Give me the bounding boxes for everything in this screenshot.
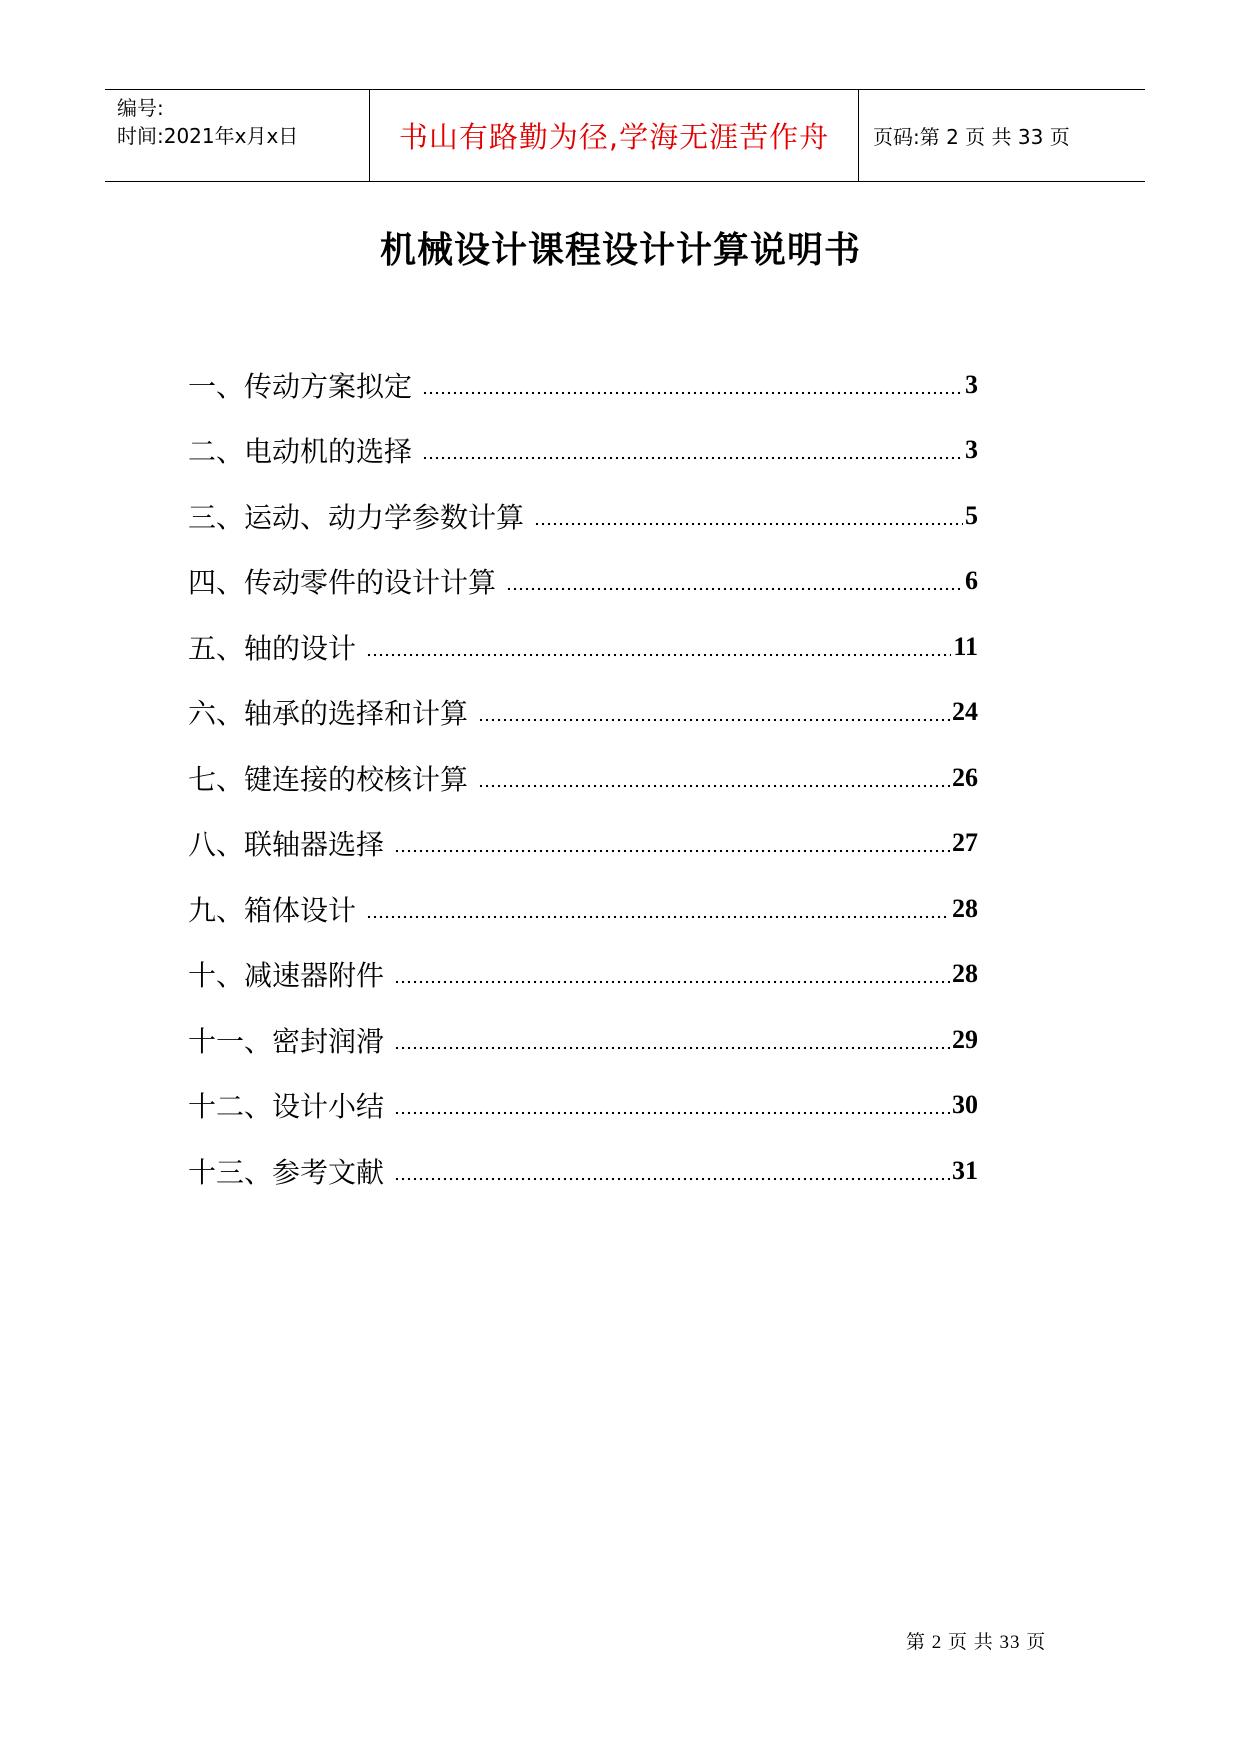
toc-entry-page: 28 (952, 893, 978, 923)
toc-dot-leader (366, 899, 950, 919)
toc-dot-leader (506, 571, 963, 591)
toc-entry-page: 6 (965, 566, 978, 596)
header-divider (369, 90, 370, 181)
header-page-info: 页码:第 2 页 共 33 页 (873, 125, 1070, 149)
toc-entry[interactable] (188, 942, 978, 1008)
toc-entry-page: 27 (952, 828, 978, 858)
header-motto: 书山有路勤为径,学海无涯苦作舟 (398, 120, 830, 154)
toc-dot-leader (394, 1161, 950, 1181)
toc-entry-page: 29 (952, 1024, 978, 1054)
toc-entry-page: 3 (965, 435, 978, 465)
toc-entry-page: 11 (953, 631, 978, 661)
toc-entry[interactable] (188, 418, 978, 484)
toc-dot-leader (422, 375, 963, 395)
toc-entry[interactable] (188, 1138, 978, 1204)
toc-dot-leader (394, 1030, 950, 1050)
document-title: 机械设计课程设计计算说明书 (379, 230, 861, 271)
toc-entry-page: 28 (952, 959, 978, 989)
toc-entry[interactable] (188, 1073, 978, 1139)
page-footer: 第 2 页 共 33 页 (906, 1632, 1047, 1653)
toc-entry[interactable] (188, 745, 978, 811)
toc-entry[interactable] (188, 549, 978, 615)
toc-entry-label: 五、轴的设计 (188, 631, 357, 665)
toc-entry-label: 十、减速器附件 (188, 959, 385, 993)
toc-entry-page: 31 (952, 1155, 978, 1185)
toc-entry-label: 六、轴承的选择和计算 (188, 697, 469, 731)
table-of-contents (188, 352, 978, 1204)
toc-entry-label: 二、电动机的选择 (188, 435, 413, 469)
toc-dot-leader (366, 637, 951, 657)
toc-dot-leader (478, 768, 950, 788)
toc-dot-leader (422, 440, 963, 460)
toc-entry-page: 24 (952, 697, 978, 727)
document-time-label: 时间:2021年x月x日 (117, 124, 299, 148)
toc-entry[interactable] (188, 680, 978, 746)
document-number-label: 编号: (117, 96, 164, 120)
toc-entry-page: 30 (952, 1090, 978, 1120)
toc-entry-label: 四、传动零件的设计计算 (188, 566, 497, 600)
toc-entry-label: 十三、参考文献 (188, 1155, 385, 1189)
toc-entry-page: 3 (965, 369, 978, 399)
toc-entry[interactable] (188, 811, 978, 877)
toc-entry-label: 九、箱体设计 (188, 893, 357, 927)
header-divider (858, 90, 859, 181)
toc-dot-leader (478, 702, 950, 722)
header-meta (117, 94, 367, 150)
toc-entry-page: 26 (952, 762, 978, 792)
toc-entry-label: 十二、设计小结 (188, 1090, 385, 1124)
toc-entry[interactable] (188, 483, 978, 549)
toc-entry[interactable] (188, 876, 978, 942)
toc-entry-label: 十一、密封润滑 (188, 1024, 385, 1058)
toc-entry[interactable] (188, 614, 978, 680)
toc-entry-label: 七、键连接的校核计算 (188, 762, 469, 796)
toc-entry-label: 一、传动方案拟定 (188, 369, 413, 403)
toc-entry-label: 八、联轴器选择 (188, 828, 385, 862)
toc-dot-leader (394, 1095, 950, 1115)
toc-dot-leader (394, 964, 950, 984)
toc-dot-leader (394, 833, 950, 853)
toc-dot-leader (534, 506, 963, 526)
toc-entry-page: 5 (965, 500, 978, 530)
toc-entry[interactable] (188, 352, 978, 418)
page-header (105, 89, 1145, 182)
toc-entry[interactable] (188, 1007, 978, 1073)
toc-entry-label: 三、运动、动力学参数计算 (188, 500, 525, 534)
